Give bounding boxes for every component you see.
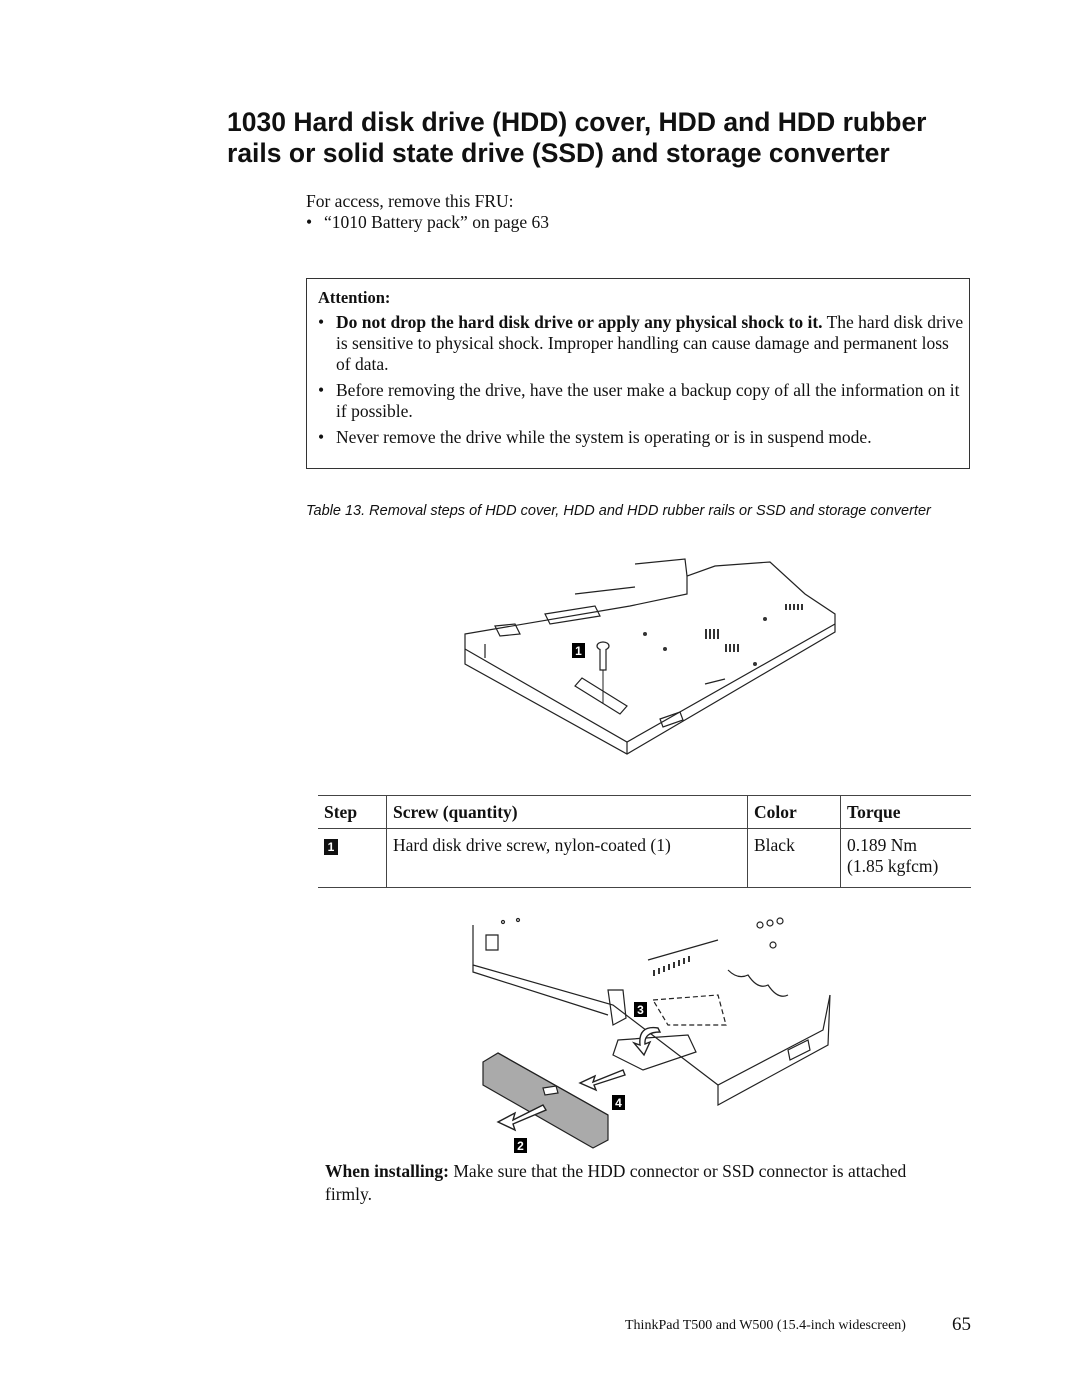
torque-kgfcm: (1.85 kgfcm) xyxy=(847,856,939,876)
step-badge: 1 xyxy=(324,839,338,855)
attention-item xyxy=(318,380,964,422)
callout-number: 2 xyxy=(517,1139,524,1153)
page-number: 65 xyxy=(952,1314,971,1335)
attention-label: Attention: xyxy=(318,288,391,307)
torque-cell xyxy=(841,829,972,888)
install-note-label: When installing: xyxy=(325,1161,449,1181)
prerequisite-link[interactable]: “1010 Battery pack” on page 63 xyxy=(324,212,549,232)
attention-item xyxy=(318,427,964,448)
attention-item-text: The hard disk drive is sensitive to physical shock. Improper handling can cause damage and permanent loss of data. xyxy=(336,312,964,374)
table-header-row xyxy=(318,796,971,829)
step-cell xyxy=(318,829,387,888)
color-cell: Black xyxy=(748,829,841,888)
attention-item-text: Never remove the drive while the system is operating or is in suspend mode. xyxy=(336,427,872,447)
hdd-removal-illustration xyxy=(468,910,838,1155)
install-note xyxy=(325,1160,945,1206)
screw-cell: Hard disk drive screw, nylon-coated (1) xyxy=(387,829,748,888)
bullet: • xyxy=(306,212,313,232)
install-note-text: Make sure that the HDD connector or SSD connector is attached firmly. xyxy=(325,1161,907,1204)
bullet: • xyxy=(318,427,325,447)
access-intro: For access, remove this FRU: xyxy=(306,191,514,211)
table-row xyxy=(318,829,971,888)
column-header: Torque xyxy=(841,796,972,829)
screw-table xyxy=(318,795,971,888)
torque-nm: 0.189 Nm xyxy=(847,835,917,855)
laptop-bottom-illustration xyxy=(455,554,840,759)
column-header: Step xyxy=(318,796,387,829)
footer-title: ThinkPad T500 and W500 (15.4-inch widescreen) xyxy=(625,1318,906,1333)
callout-number: 1 xyxy=(575,644,582,658)
column-header: Color xyxy=(748,796,841,829)
prerequisite-item xyxy=(306,212,549,233)
attention-item-text: Before removing the drive, have the user make a backup copy of all the information on it if possible. xyxy=(336,380,960,421)
callout-number: 3 xyxy=(637,1003,644,1017)
callout-number: 4 xyxy=(615,1096,622,1110)
bullet: • xyxy=(318,380,325,400)
section-heading: 1030 Hard disk drive (HDD) cover, HDD and HDD rubber rails or solid state drive (SSD) and storage converter xyxy=(227,107,927,168)
column-header: Screw (quantity) xyxy=(387,796,748,829)
attention-item xyxy=(318,312,964,375)
attention-item-bold: Do not drop the hard disk drive or apply any physical shock to it. xyxy=(336,312,823,332)
table-caption: Table 13. Removal steps of HDD cover, HDD and HDD rubber rails or SSD and storage converter xyxy=(306,503,931,519)
bullet: • xyxy=(318,312,325,332)
